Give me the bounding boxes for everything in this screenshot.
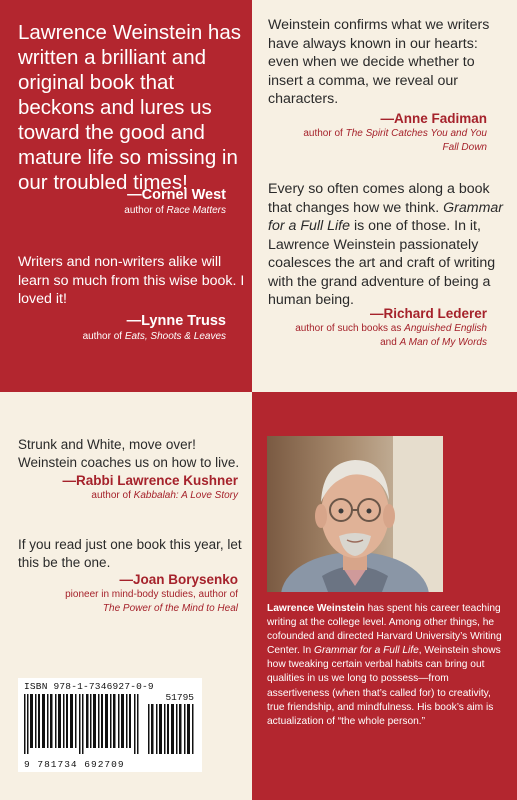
barcode-addon-digits: 51795 xyxy=(165,692,194,703)
quote-lederer-role: author of such books as Anguished English and A Man of My Words xyxy=(295,323,487,348)
isbn-barcode xyxy=(18,678,202,772)
quote-lederer-text: Every so often comes along a book that changes how we think. Grammar for a Full Life is one of those. In it, Lawrence Weinstein passionately coalesces the art and craft of writing with the grand adventure of being a human being. xyxy=(268,181,503,308)
barcode-addon-bars xyxy=(148,704,194,754)
quote-borysenko-book: The Power of the Mind to Heal xyxy=(102,603,238,614)
isbn-label: ISBN 978-1-7346927-0-9 xyxy=(24,681,154,692)
author-bio: Lawrence Weinstein has spent his career teaching writing at the college level. Among other things, he cofounded and directed Harvard University’s Writing Center. In Grammar for a Full Life, Weinstein shows how tweaking certain verbal habits can bring out qualities in us we long to possess—from assertiveness (when that’s called for) to creativity, true friendship, and mindfulness. His book’s aim is actualization of “the whole person.” xyxy=(267,603,502,727)
quote-borysenko-role: pioneer in mind-body studies, author of xyxy=(65,589,238,600)
quote-kushner-text: Strunk and White, move over! Weinstein coaches us on how to live. xyxy=(18,437,240,470)
quote-borysenko-text: If you read just one book this year, let this be the one. xyxy=(18,537,242,570)
attribution-kushner xyxy=(62,472,238,503)
quote-west-name: —Cornel West xyxy=(127,187,226,203)
attribution-truss xyxy=(83,312,226,344)
attribution-borysenko xyxy=(65,571,238,616)
attribution-lederer xyxy=(287,305,487,350)
quote-truss-name: —Lynne Truss xyxy=(126,313,226,329)
quote-west-text: Lawrence Weinstein has written a brilliant and original book that beckons and lures us toward the good and mature life so missing in our troubled times! xyxy=(18,21,241,194)
panel-top-left xyxy=(0,0,252,392)
panel-top-right xyxy=(252,0,517,392)
quote-truss-role: author of Eats, Shoots & Leaves xyxy=(82,331,226,342)
ean-number: 9 781734 692709 xyxy=(24,759,125,770)
quote-kushner-role: author of Kabbalah: A Love Story xyxy=(91,490,238,501)
quote-fadiman-name: —Anne Fadiman xyxy=(380,111,487,126)
barcode-bars xyxy=(24,694,140,754)
panel-bottom-right xyxy=(252,392,517,800)
quote-kushner-name: —Rabbi Lawrence Kushner xyxy=(62,473,238,488)
attribution-west xyxy=(124,186,226,218)
quote-borysenko-name: —Joan Borysenko xyxy=(119,572,238,587)
quote-lederer-name: —Richard Lederer xyxy=(369,306,487,321)
attribution-fadiman xyxy=(287,110,487,155)
quote-truss-text: Writers and non-writers alike will learn so much from this wise book. I loved it! xyxy=(18,254,245,307)
author-photo xyxy=(267,436,443,592)
quote-fadiman-text: Weinstein confirms what we writers have always known in our hearts: even when we decide whether to insert a comma, we reveal our characters. xyxy=(268,17,490,107)
panel-bottom-left xyxy=(0,392,252,800)
quote-west-role: author of Race Matters xyxy=(124,205,226,216)
quote-fadiman-role: author of The Spirit Catches You and You Fall Down xyxy=(303,128,487,153)
